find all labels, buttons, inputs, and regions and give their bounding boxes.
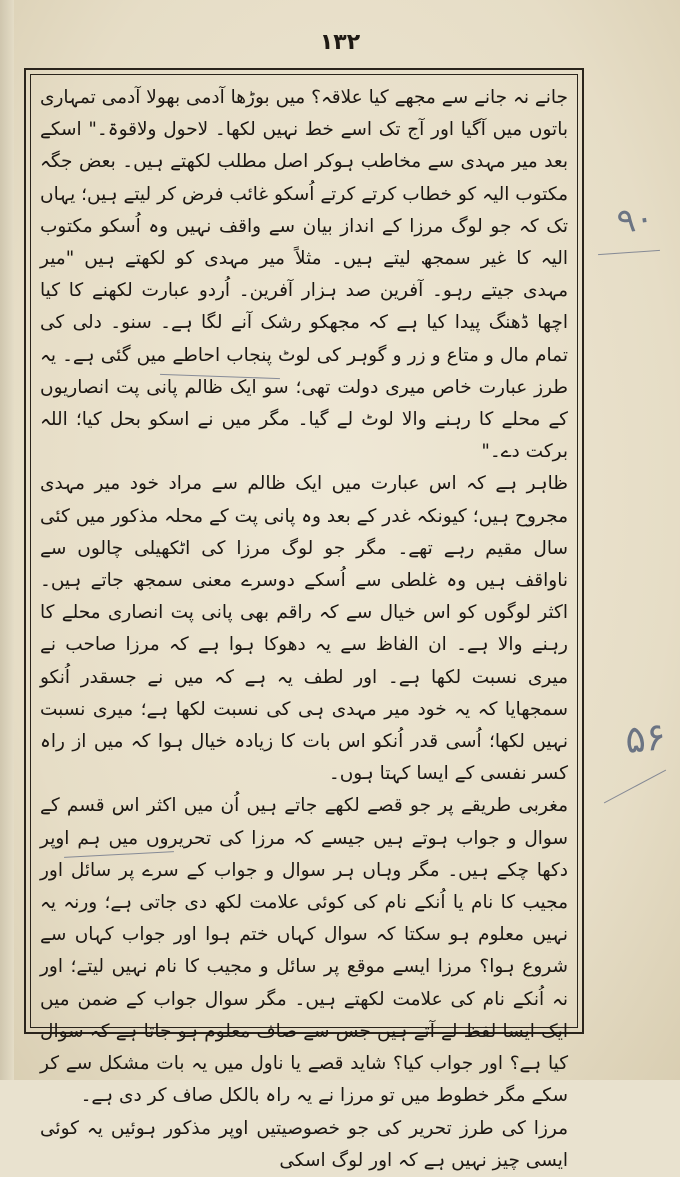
paragraph-3: مغربی طریقے پر جو قصے لکھے جاتے ہیں اُن میں اکثر اس قسم کے سوال و جواب ہوتے ہیں جیسے کہ مرزا کی تحریروں میں ہم اوپر دکھا چکے ہیں۔ مگر وہاں ہر سوال و جواب کے سرے پر سائل اور مجیب کا نام یا اُنکے نام کی کوئی علامت لکھ دی جاتی ہے؛ ورنہ یہ نہیں معلوم ہو سکتا کہ سوال کہاں ختم ہوا اور جواب کہاں سے شروع ہوا؟ مرزا ایسے موقع پر سائل و مجیب کا نام نہیں لیتے؛ اور نہ اُنکے نام کی علامت لکھتے ہیں۔ مگر سوال جواب کے ضمن میں ایک ایسا لفظ لے آتے ہیں جس سے صاف معلوم ہو جاتا ہے کہ سوال کیا ہے؟ اور جواب کیا؟ شاید قصے یا ناول میں یہ بات مشکل سے کر سکے مگر خطوط میں تو مرزا نے یہ راہ بالکل صاف کر دی ہے۔	[40, 795, 568, 1107]
urdu-text-body	[40, 82, 568, 1171]
paragraph-4: مرزا کی طرز تحریر کی جو خصوصیتیں اوپر مذکور ہوئیں یہ کوئی ایسی چیز نہیں ہے کہ اور لوگ اسکی	[40, 1117, 568, 1171]
pencil-margin-note-2: ۵۶	[622, 713, 669, 763]
page-number: ۱۳۲	[319, 30, 361, 55]
binding-gutter	[0, 0, 14, 1080]
paragraph-1: جانے نہ جانے سے مجھے کیا علاقہ؟ میں بوڑھا آدمی بھولا آدمی تمہاری باتوں میں آگیا اور آج تک اسے خط نہیں لکھا۔ لاحول ولاقوۃ۔" اسکے بعد میر مہدی سے مخاطب ہوکر اصل مطلب لکھتے ہیں۔ بعض جگہ مکتوب الیہ کو خطاب کرتے کرتے اُسکو غائب فرض کر لیتے ہیں؛ یہاں تک کہ جو لوگ مرزا کے انداز بیان سے واقف نہیں وہ اُسکو مکتوب الیہ کا غیر سمجھ لیتے ہیں۔ مثلاً میر مہدی کو لکھتے ہیں "میر مہدی جیتے رہو۔ آفرین صد ہزار آفرین۔ اُردو عبارت لکھنے کا کیا اچھا ڈھنگ پیدا کیا ہے کہ مجھکو رشک آنے لگا ہے۔ سنو۔ دلی کی تمام مال و متاع و زر و گوہر کی لوٹ پنجاب احاطے میں گئی ہے۔ یہ طرز عبارت خاص میری دولت تھی؛ سو ایک ظالم پانی پت انصاریوں کے محلے کا رہنے والا لوٹ لے گیا۔ مگر میں نے اسکو بحل کیا؛ اللہ برکت دے۔"	[40, 87, 568, 463]
paragraph-2: ظاہر ہے کہ اس عبارت میں ایک ظالم سے مراد خود میر مہدی مجروح ہیں؛ کیونکہ غدر کے بعد وہ پانی پت کے محلہ مذکور میں کئی سال مقیم رہے تھے۔ مگر جو لوگ مرزا کی اٹکھیلی چالوں سے ناواقف ہیں وہ غلطی سے اُسکے دوسرے معنی سمجھ جاتے ہیں۔ اکثر لوگوں کو اس خیال سے کہ راقم بھی پانی پت انصاری محلے کا رہنے والا ہے۔ ان الفاظ سے یہ دھوکا ہوا ہے کہ مرزا صاحب نے میری نسبت لکھا ہے۔ اور لطف یہ ہے کہ میں نے جسقدر اُنکو سمجھایا کہ یہ خود میر مہدی ہی کی نسبت لکھا ہے؛ میری نسبت نہیں لکھا؛ اُسی قدر اُنکو اس بات کا زیادہ خیال ہوا کہ میں از راہ کسر نفسی کے ایسا کہتا ہوں۔	[40, 473, 568, 785]
pencil-margin-note-1: ۹۰	[614, 197, 657, 243]
